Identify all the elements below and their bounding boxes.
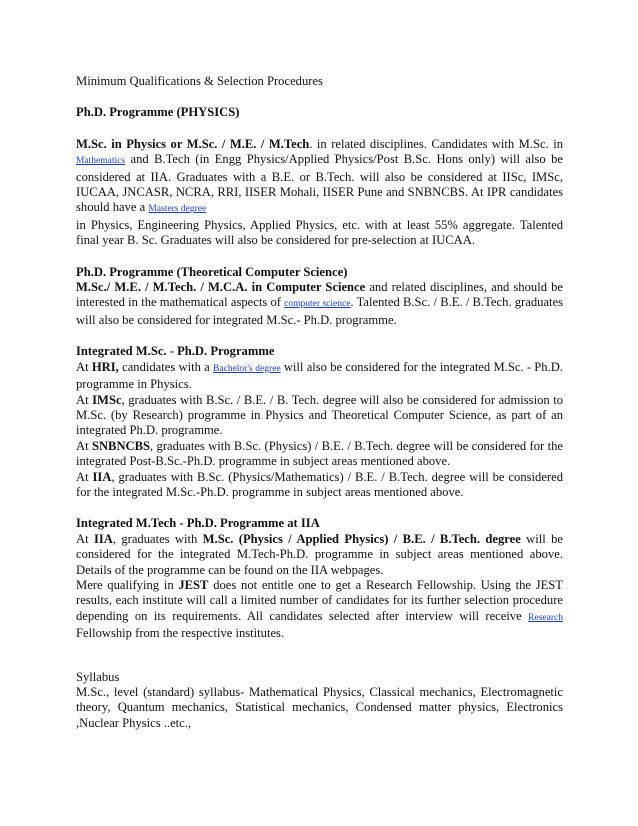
text-span: , graduates with B.Sc. / B.E. / B. Tech. degree will also be considered for admission to M.Sc. (by Research) programme in Physics and Theoretical Computer Science, as part of an integrated Ph.D. programme.	[76, 392, 564, 438]
text-span: At	[76, 531, 94, 546]
text-span: At	[76, 469, 93, 484]
mtech-qualification: M.Sc. (Physics / Applied Physics) / B.E. / B.Tech. degree	[202, 531, 521, 546]
text-span: , graduates with B.Sc. (Physics/Mathematics) / B.E. / B.Tech. degree will be considered for the integrated M.Sc.-Ph.D. programme in subject areas mentioned above.	[76, 469, 563, 499]
hri-label: HRI,	[91, 359, 119, 374]
text-span: , graduates with	[112, 531, 203, 546]
phd-physics-heading: Ph.D. Programme (PHYSICS)	[76, 105, 240, 120]
document-page	[76, 74, 563, 731]
text-span: Mere qualifying in	[76, 577, 179, 592]
document-title: Minimum Qualifications & Selection Procedures	[76, 74, 323, 88]
integrated-imsc-paragraph	[76, 393, 563, 439]
imsc-label: IMSc	[92, 392, 122, 407]
bachelors-degree-link[interactable]: Bachelor's degree	[213, 363, 281, 374]
text-span: , graduates with B.Sc. (Physics) / B.E. / B.Tech. degree will be considered for the integrated Post-B.Sc.-Ph.D. programme in subject areas mentioned above.	[76, 438, 563, 469]
text-span: Fellowship from the respective institutes.	[76, 626, 285, 641]
integrated-msc-heading: Integrated M.Sc. - Ph.D. Programme	[76, 344, 275, 359]
integrated-iia-paragraph	[76, 470, 563, 501]
snbncbs-label: SNBNCBS	[91, 438, 151, 453]
integrated-hri-paragraph	[76, 360, 563, 393]
text-span: will be considered for the integrated M.Tech-Ph.D. programme in subject areas mentioned above. Details of the programme can be found on the IIA webpages.	[76, 531, 563, 577]
text-span: in Physics, Engineering Physics, Applied Physics, etc. with at least 55% aggregate. Talented final year B. Sc. Graduates will also be considered for pre-selection at IUCAA.	[76, 217, 563, 248]
iia-label: IIA	[92, 469, 112, 484]
mathematics-link[interactable]: Mathematics	[76, 156, 126, 167]
research-link[interactable]: Research	[528, 612, 563, 623]
syllabus-heading: Syllabus	[76, 669, 120, 684]
phd-tcs-qualification: M.Sc./ M.E. / M.Tech. / M.C.A. in Computer Science	[76, 280, 366, 295]
text-span: does not entitle one to get a Research Fellowship. Using the JEST results, each institute will call a limited number of candidates for its further selection procedure depending on its requirements. All candidates selected after interview will receive	[76, 577, 563, 623]
text-span: At	[76, 359, 92, 374]
text-span: and B.Tech (in Engg Physics/Applied Physics/Post B.Sc. Hons only) will also be considered at IIA. Graduates with a B.E. or B.Tech. will also be considered at IISc, IMSc, IUCAA, JNCASR, NCRA, RRI, IISER Mohali, IISER Pune and SNBNCBS. At IPR candidates should have a	[76, 152, 563, 215]
masters-degree-link[interactable]: Masters degree	[148, 204, 207, 215]
computer-science-link[interactable]: computer science	[284, 299, 351, 310]
text-span: candidates with a	[118, 359, 214, 374]
mtech-heading: Integrated M.Tech - Ph.D. Programme at IIA	[76, 516, 320, 531]
mtech-iia-paragraph	[76, 532, 563, 578]
jest-label: JEST	[178, 577, 209, 592]
phd-tcs-heading: Ph.D. Programme (Theoretical Computer Science)	[76, 264, 348, 279]
jest-paragraph	[76, 578, 563, 642]
phd-physics-qualification: M.Sc. in Physics or M.Sc. / M.E. / M.Tech	[76, 136, 310, 151]
integrated-snbncbs-paragraph	[76, 439, 563, 470]
text-span: . in related disciplines. Candidates with M.Sc. in	[309, 136, 563, 151]
text-span: and related disciplines, and should be interested in the mathematical aspects of	[76, 280, 563, 310]
text-span: will also be considered for the integrated M.Sc. - Ph.D. programme in Physics.	[76, 359, 563, 392]
syllabus-text: M.Sc., level (standard) syllabus- Mathematical Physics, Classical mechanics, Electromagnetic theory, Quantum mechanics, Statistical mechanics, Condensed matter physics, Electronics ,Nuclear Physics ..etc.,	[76, 685, 563, 730]
text-span: At	[76, 438, 92, 453]
iia-label: IIA	[93, 531, 113, 546]
phd-physics-paragraph	[76, 137, 563, 249]
text-span: At	[76, 392, 93, 407]
text-span: . Talented B.Sc. / B.E. / B.Tech. graduates will also be considered for integrated M.Sc.- Ph.D. programme.	[76, 295, 563, 327]
phd-tcs-paragraph	[76, 280, 563, 328]
